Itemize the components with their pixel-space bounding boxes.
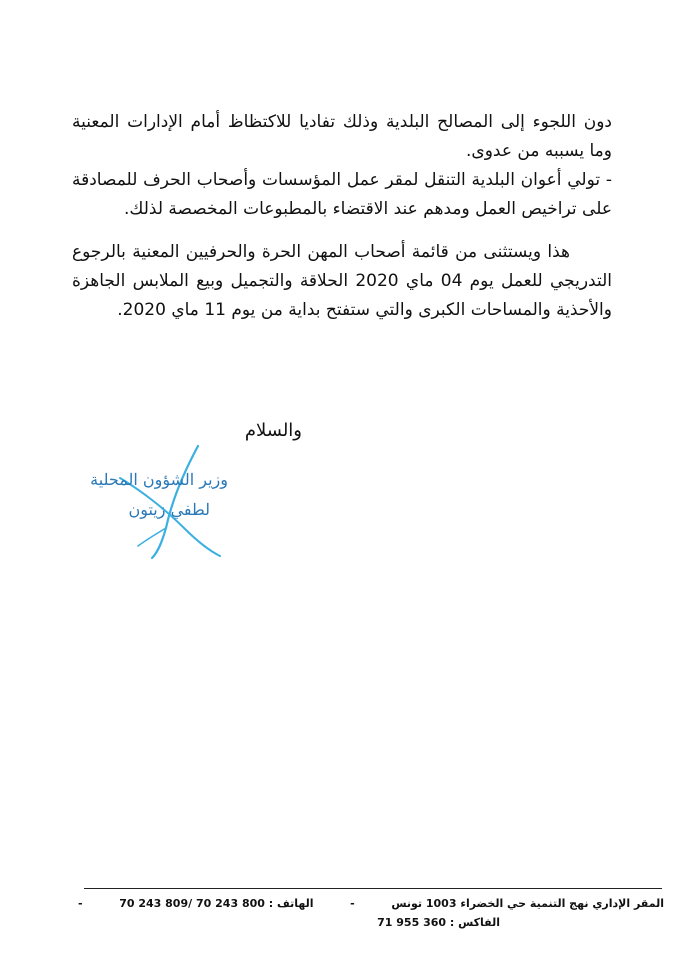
signature-block — [80, 442, 240, 562]
footer-address: المقر الإداري نهج التنمية حي الخضراء 1003 تونس — [391, 896, 664, 910]
footer — [78, 893, 664, 933]
signature-title: وزير الشؤون المحلية — [90, 470, 228, 489]
footer-trailing-dash: - — [78, 896, 83, 910]
footer-separator: - — [350, 896, 355, 910]
paragraph-2: - تولي أعوان البلدية التنقل لمقر عمل المؤسسات وأصحاب الحرف للمصادقة على تراخيص العمل ومدهم عند الاقتضاء بالمطبوعات المخصصة لذلك. — [72, 170, 612, 219]
closing-salutation: والسلام — [244, 420, 302, 441]
paragraph-1: دون اللجوء إلى المصالح البلدية وذلك تفاديا للاكتظاظ أمام الإدارات المعنية وما يسببه من عدوى. — [72, 112, 612, 161]
footer-contact-row — [78, 893, 664, 913]
footer-fax: الفاكس : 360 955 71 — [377, 916, 500, 929]
signature-name: لطفي زيتون — [128, 500, 210, 519]
footer-divider — [84, 888, 662, 889]
footer-phone: الهاتف : 800 243 70 /809 243 70 — [119, 896, 314, 910]
paragraph-3: هذا ويستثنى من قائمة أصحاب المهن الحرة والحرفيين المعنية بالرجوع التدريجي للعمل يوم 04 ماي 2020 الحلاقة والتجميل وبيع الملابس الجاهزة والأحذية والمساحات الكبرى والتي ستفتح بداية من يوم 11 ماي 2020. — [72, 242, 612, 320]
letter-body — [72, 108, 612, 325]
